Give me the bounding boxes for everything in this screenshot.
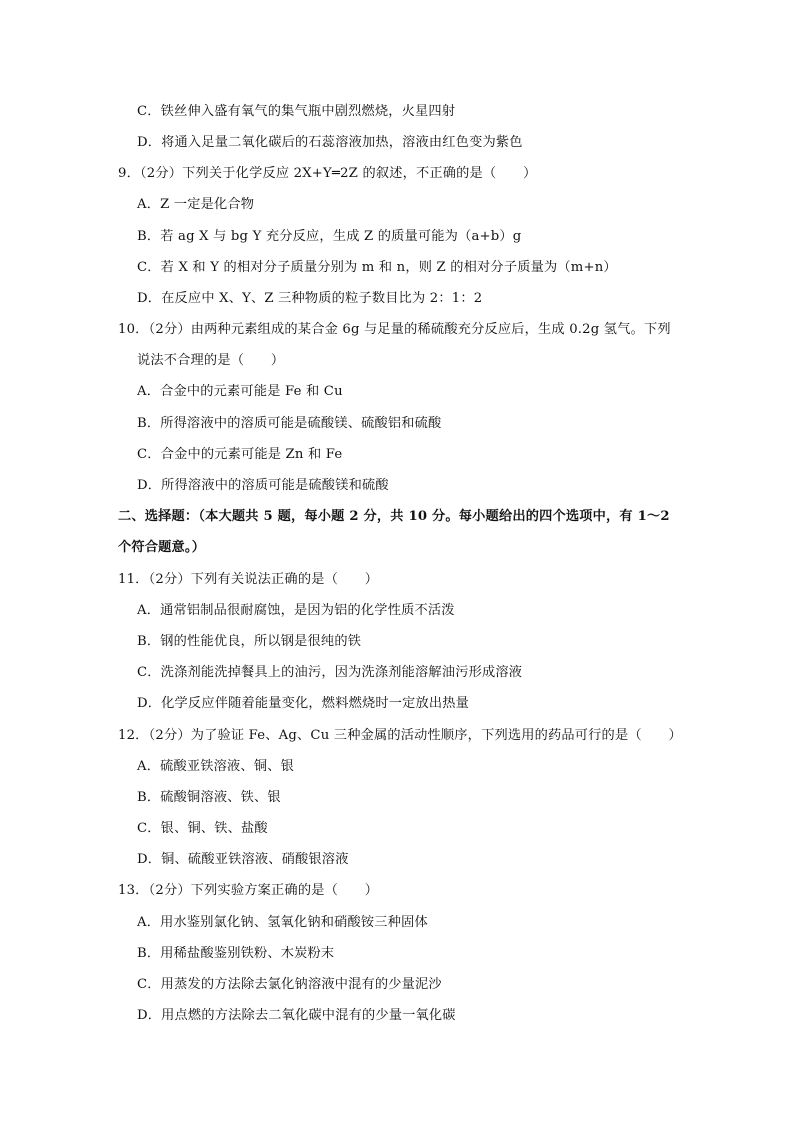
q10-option-a: A．合金中的元素可能是 Fe 和 Cu — [137, 384, 343, 399]
question-12-stem: 12．（2分）为了验证 Fe、Ag、Cu 三种金属的活动性顺序，下列选用的药品可行的是（ ） — [118, 728, 682, 743]
question-13-stem: 13．（2分）下列实验方案正确的是（ ） — [118, 883, 379, 898]
q11-option-d: D．化学反应伴随着能量变化，燃料燃烧时一定放出热量 — [137, 696, 470, 711]
q9-option-a: A．Z 一定是化合物 — [137, 197, 255, 212]
q13-option-c: C．用蒸发的方法除去氯化钠溶液中混有的少量泥沙 — [137, 977, 442, 992]
question-10-stem: 10．（2分）由两种元素组成的某合金 6g 与足量的稀硫酸充分反应后，生成 0.2g 氢气。下列 — [118, 322, 671, 337]
q13-option-a: A．用水鉴别氯化钠、氢氧化钠和硝酸铵三种固体 — [137, 915, 428, 930]
q13-option-d: D．用点燃的方法除去二氧化碳中混有的少量一氧化碳 — [137, 1008, 456, 1023]
question-10-stem-continued: 说法不合理的是（ ） — [137, 353, 285, 368]
q12-option-c: C．银、铜、铁、盐酸 — [137, 821, 268, 836]
q9-option-d: D．在反应中 X、Y、Z 三种物质的粒子数目比为 2：1：2 — [137, 291, 483, 306]
q11-option-c: C．洗涤剂能洗掉餐具上的油污，因为洗涤剂能溶解油污形成溶液 — [137, 665, 523, 680]
section-heading: 二、选择题：（本大题共 5 题，每小题 2 分，共 10 分。每小题给出的四个选项中，有 1～2 — [118, 509, 670, 524]
q10-option-b: B．所得溶液中的溶质可能是硫酸镁、硫酸铝和硫酸 — [137, 416, 442, 431]
q11-option-a: A．通常铝制品很耐腐蚀，是因为铝的化学性质不活泼 — [137, 603, 455, 618]
q10-option-c: C．合金中的元素可能是 Zn 和 Fe — [137, 447, 343, 462]
q8-option-c: C．铁丝伸入盛有氧气的集气瓶中剧烈燃烧，火星四射 — [137, 104, 456, 119]
section-heading-continued: 个符合题意。） — [118, 540, 206, 555]
q12-option-d: D．铜、硫酸亚铁溶液、硝酸银溶液 — [137, 852, 349, 867]
q9-option-c: C．若 X 和 Y 的相对分子质量分别为 m 和 n，则 Z 的相对分子质量为（m+n） — [137, 260, 617, 275]
q9-option-b: B．若 ag X 与 bg Y 充分反应，生成 Z 的质量可能为（a+b）g — [137, 229, 522, 244]
question-11-stem: 11．（2分）下列有关说法正确的是（ ） — [118, 572, 379, 587]
q11-option-b: B．钢的性能优良，所以钢是很纯的铁 — [137, 634, 362, 649]
question-9-stem: 9．（2分）下列关于化学反应 2X+Y═2Z 的叙述，不正确的是（ ） — [118, 166, 537, 181]
q8-option-d: D．将通入足量二氧化碳后的石蕊溶液加热，溶液由红色变为紫色 — [137, 135, 523, 150]
q12-option-a: A．硫酸亚铁溶液、铜、银 — [137, 759, 294, 774]
q13-option-b: B．用稀盐酸鉴别铁粉、木炭粉末 — [137, 946, 335, 961]
q10-option-d: D．所得溶液中的溶质可能是硫酸镁和硫酸 — [137, 478, 389, 493]
q12-option-b: B．硫酸铜溶液、铁、银 — [137, 790, 281, 805]
